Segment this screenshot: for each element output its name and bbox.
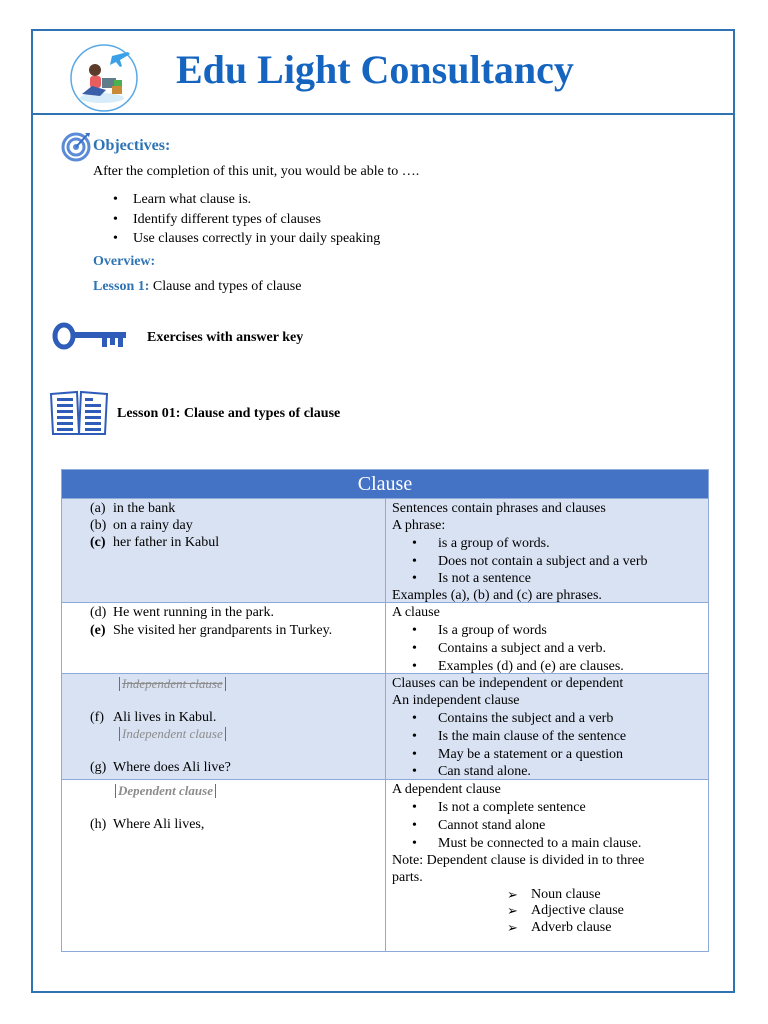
example-text: her father in Kabul — [113, 535, 220, 550]
example-text: He went running in the park. — [113, 605, 274, 620]
table-row — [62, 603, 709, 674]
example-text: She visited her grandparents in Turkey. — [113, 623, 333, 638]
example-label: (e) — [90, 623, 106, 638]
list-item: • May be a statement or a question — [438, 746, 623, 763]
page-title: Edu Light Consultancy — [176, 47, 574, 92]
example-text: Where Ali lives, — [113, 817, 205, 832]
list-item: • Contains the subject and a verb — [438, 710, 613, 727]
list-item: • Cannot stand alone — [438, 817, 545, 834]
list-item: • Must be connected to a main clause. — [438, 835, 641, 852]
independent-clause-annotation: Independent clause — [119, 727, 226, 741]
objectives-intro: After the completion of this unit, you would be able to …. — [93, 164, 420, 179]
explanation-text: An independent clause — [392, 693, 520, 708]
list-item: • Is a group of words — [438, 622, 547, 639]
list-item: • Contains a subject and a verb. — [438, 640, 606, 657]
example-label: (c) — [90, 535, 106, 550]
clause-table — [61, 469, 709, 952]
explanation-text: Examples (a), (b) and (c) are phrases. — [392, 588, 602, 603]
table-cell-examples — [62, 603, 386, 674]
list-item: • Can stand alone. — [438, 763, 531, 780]
independent-clause-annotation: Independent clause — [119, 677, 226, 691]
list-item: ➢ Adverb clause — [531, 919, 611, 936]
list-item: • Is not a complete sentence — [438, 799, 586, 816]
example-label: (f) — [90, 710, 104, 725]
lesson-text: Clause and types of clause — [152, 279, 302, 294]
dependent-clause-annotation: Dependent clause — [115, 784, 216, 798]
explanation-text: Clauses can be independent or dependent — [392, 676, 624, 691]
open-book-icon — [49, 390, 109, 436]
overview-heading: Overview: — [93, 254, 156, 269]
example-label: (h) — [90, 817, 107, 832]
key-icon — [52, 320, 128, 352]
header-divider — [33, 113, 733, 115]
example-text: Where does Ali live? — [113, 760, 231, 775]
objectives-list — [113, 190, 380, 249]
explanation-text: A dependent clause — [392, 782, 501, 797]
table-header: Clause — [62, 470, 709, 499]
example-label: (d) — [90, 605, 107, 620]
table-cell-explanation — [386, 499, 709, 603]
table-row — [62, 499, 709, 603]
list-item: • Use clauses correctly in your daily speaking — [113, 229, 380, 249]
table-cell-explanation — [386, 603, 709, 674]
target-icon — [60, 130, 92, 162]
list-item: • Learn what clause is. — [113, 190, 380, 210]
list-item: • Is the main clause of the sentence — [438, 728, 626, 745]
example-text: Ali lives in Kabul. — [113, 710, 217, 725]
example-label: (a) — [90, 501, 106, 516]
list-item: • Does not contain a subject and a verb — [438, 553, 648, 570]
example-text: in the bank — [113, 501, 176, 516]
example-label: (b) — [90, 518, 107, 533]
exercises-heading: Exercises with answer key — [147, 330, 304, 345]
lesson-label: Lesson 1: — [93, 279, 150, 294]
explanation-text: A phrase: — [392, 518, 446, 533]
example-text: on a rainy day — [113, 518, 193, 533]
table-row — [62, 780, 709, 952]
table-cell-examples — [62, 674, 386, 780]
explanation-text: Note: Dependent clause is divided in to three — [392, 853, 645, 868]
list-item: ➢ Adjective clause — [531, 902, 624, 919]
explanation-text: Sentences contain phrases and clauses — [392, 501, 606, 516]
overview-lesson — [93, 279, 301, 295]
lesson-heading: Lesson 01: Clause and types of clause — [117, 406, 341, 421]
list-item: • Is not a sentence — [438, 570, 531, 587]
table-row — [62, 674, 709, 780]
explanation-text: A clause — [392, 605, 440, 620]
explanation-text: parts. — [392, 870, 423, 885]
list-item: • Identify different types of clauses — [113, 210, 380, 230]
table-cell-examples — [62, 780, 386, 952]
list-item: • is a group of words. — [438, 535, 550, 552]
table-cell-examples — [62, 499, 386, 603]
list-item: ➢ Noun clause — [531, 886, 601, 903]
student-laptop-plane-logo — [68, 42, 140, 114]
table-cell-explanation — [386, 674, 709, 780]
list-item: • Examples (d) and (e) are clauses. — [438, 658, 624, 675]
objectives-heading: Objectives: — [93, 137, 171, 154]
table-cell-explanation — [386, 780, 709, 952]
example-label: (g) — [90, 760, 107, 775]
